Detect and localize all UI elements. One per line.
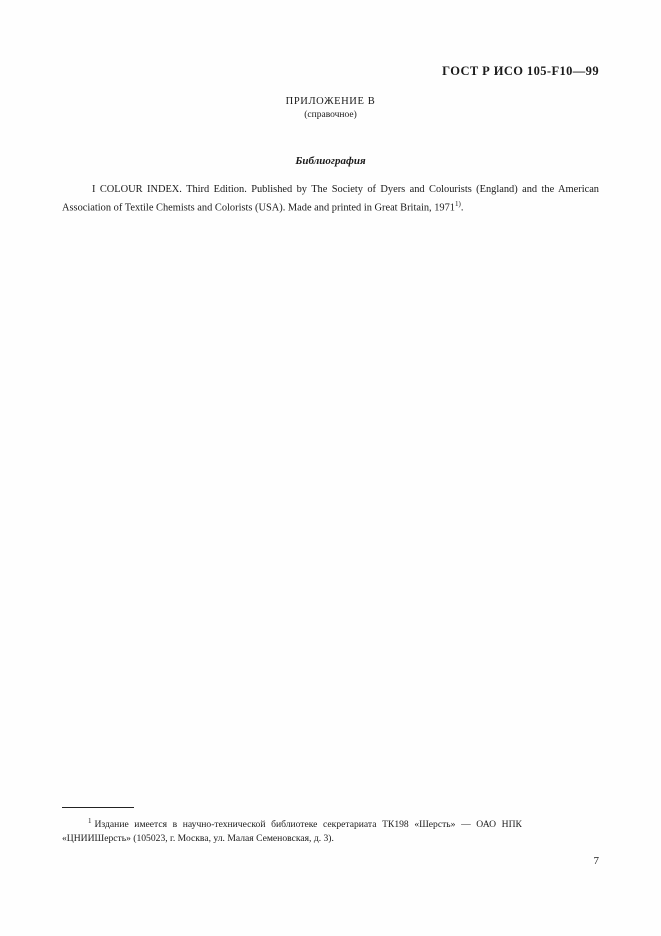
footnote-text-line-1: Издание имеется в научно-технической библиотеке секретариата ТК198 «Шерсть» — ОАО НПК xyxy=(94,819,522,831)
bibliography-entry-text: I COLOUR INDEX. Third Edition. Published by The Society of Dyers and Colourists (England) and the American Association of Textile Chemists and Colorists (USA). Made and printed in Great Britain, 1971 xyxy=(62,184,599,214)
page-header-standard-number: ГОСТ Р ИСО 105-F10—99 xyxy=(442,64,599,78)
bibliography-heading: Библиография xyxy=(295,155,366,167)
annex-title: ПРИЛОЖЕНИЕ В xyxy=(285,96,376,107)
footnote-mark: 1 xyxy=(88,817,92,825)
footnote-line-1 xyxy=(62,814,599,832)
annex-kind: (справочное) xyxy=(304,110,357,120)
bibliography-entry: I COLOUR INDEX. Third Edition. Published by The Society of Dyers and Colourists (England) and the American Association of Textile Chemists and Colorists (USA). Made and printed in Great Britain, 1971$^{1)}$. xyxy=(62,184,599,214)
footnote-block xyxy=(62,814,599,846)
page-number: 7 xyxy=(593,855,599,867)
bibliography-entry-footnote-mark: 1) xyxy=(455,200,461,208)
footnote-separator-rule xyxy=(62,807,134,808)
footnote-text-line-2: «ЦНИИШерсть» (105023, г. Москва, ул. Малая Семеновская, д. 3). xyxy=(62,833,334,845)
